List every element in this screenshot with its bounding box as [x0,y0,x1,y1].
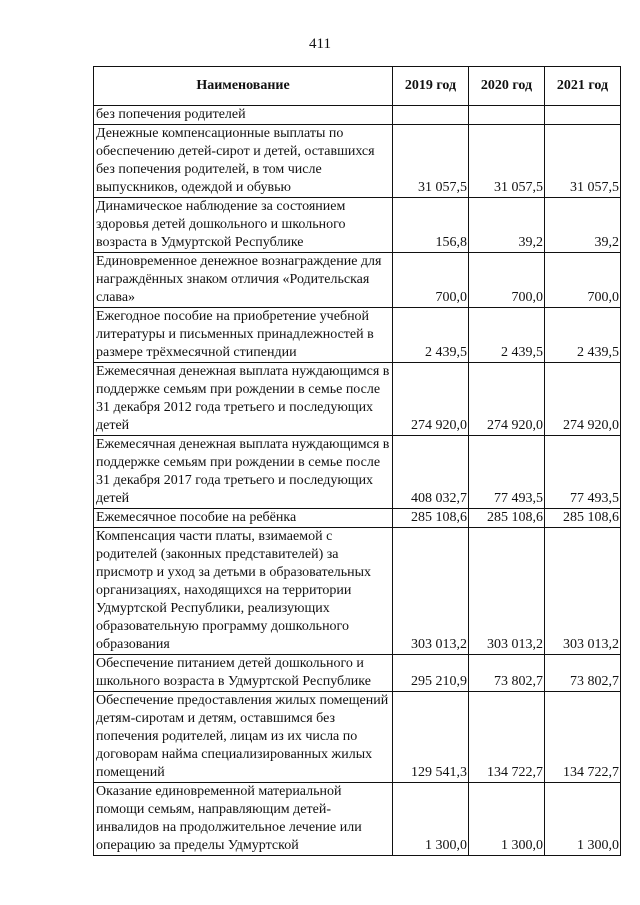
table-row [94,655,621,692]
row-2020-cell: 134 722,7 [469,692,545,783]
row-2019-cell: 2 439,5 [393,308,469,363]
row-2021-cell: 274 920,0 [545,363,621,436]
row-name-cell: Ежемесячная денежная выплата нуждающимся в поддержке семьям при рождении в семье после 31 декабря 2012 года третьего и последующих детей [94,363,393,436]
row-2021-cell: 285 108,6 [545,509,621,528]
row-name-cell: Денежные компенсационные выплаты по обеспечению детей-сирот и детей, оставшихся без попечения родителей, в том числе выпускников, одеждой и обувью [94,125,393,198]
row-2019-cell: 156,8 [393,198,469,253]
row-name-cell: Обеспечение предоставления жилых помещений детям-сиротам и детям, оставшимся без попечения родителей, лицам из их числа по договорам найма специализированных жилых помещений [94,692,393,783]
header-name: Наименование [94,67,393,106]
row-name-cell: без попечения родителей [94,106,393,125]
row-2020-cell: 303 013,2 [469,528,545,655]
header-2020: 2020 год [469,67,545,106]
table-row [94,308,621,363]
page-number: 411 [309,36,331,52]
row-2019-cell: 700,0 [393,253,469,308]
row-2020-cell: 274 920,0 [469,363,545,436]
row-2019-cell: 408 032,7 [393,436,469,509]
row-name-cell: Оказание единовременной материальной помощи семьям, направляющим детей-инвалидов на продолжительное лечение или операцию за пределы Удмуртской [94,783,393,856]
row-2020-cell: 31 057,5 [469,125,545,198]
header-2019: 2019 год [393,67,469,106]
row-2020-cell: 73 802,7 [469,655,545,692]
table-header-row [94,67,621,106]
table-row [94,436,621,509]
table-row [94,125,621,198]
row-2021-cell: 77 493,5 [545,436,621,509]
row-name-cell: Ежегодное пособие на приобретение учебной литературы и письменных принадлежностей в размере трёхмесячной стипендии [94,308,393,363]
row-2020-cell: 285 108,6 [469,509,545,528]
row-name-cell: Ежемесячное пособие на ребёнка [94,509,393,528]
table-row [94,363,621,436]
row-2019-cell: 31 057,5 [393,125,469,198]
row-name-cell: Единовременное денежное вознаграждение для награждённых знаком отличия «Родительская слава» [94,253,393,308]
row-name-cell: Обеспечение питанием детей дошкольного и школьного возраста в Удмуртской Республике [94,655,393,692]
row-2020-cell: 39,2 [469,198,545,253]
header-2021: 2021 год [545,67,621,106]
row-name-cell: Динамическое наблюдение за состоянием здоровья детей дошкольного и школьного возраста в Удмуртской Республике [94,198,393,253]
row-2021-cell: 73 802,7 [545,655,621,692]
row-2021-cell: 2 439,5 [545,308,621,363]
row-2021-cell: 1 300,0 [545,783,621,856]
budget-table [93,66,621,856]
row-2021-cell: 700,0 [545,253,621,308]
row-2021-cell: 134 722,7 [545,692,621,783]
row-2019-cell: 295 210,9 [393,655,469,692]
table-row [94,509,621,528]
table-row [94,106,621,125]
row-2019-cell: 274 920,0 [393,363,469,436]
row-2020-cell [469,106,545,125]
row-2020-cell: 700,0 [469,253,545,308]
table-row [94,198,621,253]
row-2019-cell: 1 300,0 [393,783,469,856]
row-2021-cell: 303 013,2 [545,528,621,655]
row-name-cell: Компенсация части платы, взимаемой с родителей (законных представителей) за присмотр и уход за детьми в образовательных организациях, находящихся на территории Удмуртской Республики, реализующих образовательную программу дошкольного образования [94,528,393,655]
row-name-cell: Ежемесячная денежная выплата нуждающимся в поддержке семьям при рождении в семье после 31 декабря 2017 года третьего и последующих детей [94,436,393,509]
row-2019-cell: 129 541,3 [393,692,469,783]
row-2021-cell: 39,2 [545,198,621,253]
table-row [94,253,621,308]
row-2021-cell: 31 057,5 [545,125,621,198]
table-row [94,528,621,655]
row-2020-cell: 2 439,5 [469,308,545,363]
table-row [94,692,621,783]
row-2019-cell: 303 013,2 [393,528,469,655]
row-2020-cell: 1 300,0 [469,783,545,856]
row-2021-cell [545,106,621,125]
table-row [94,783,621,856]
row-2019-cell: 285 108,6 [393,509,469,528]
row-2020-cell: 77 493,5 [469,436,545,509]
row-2019-cell [393,106,469,125]
